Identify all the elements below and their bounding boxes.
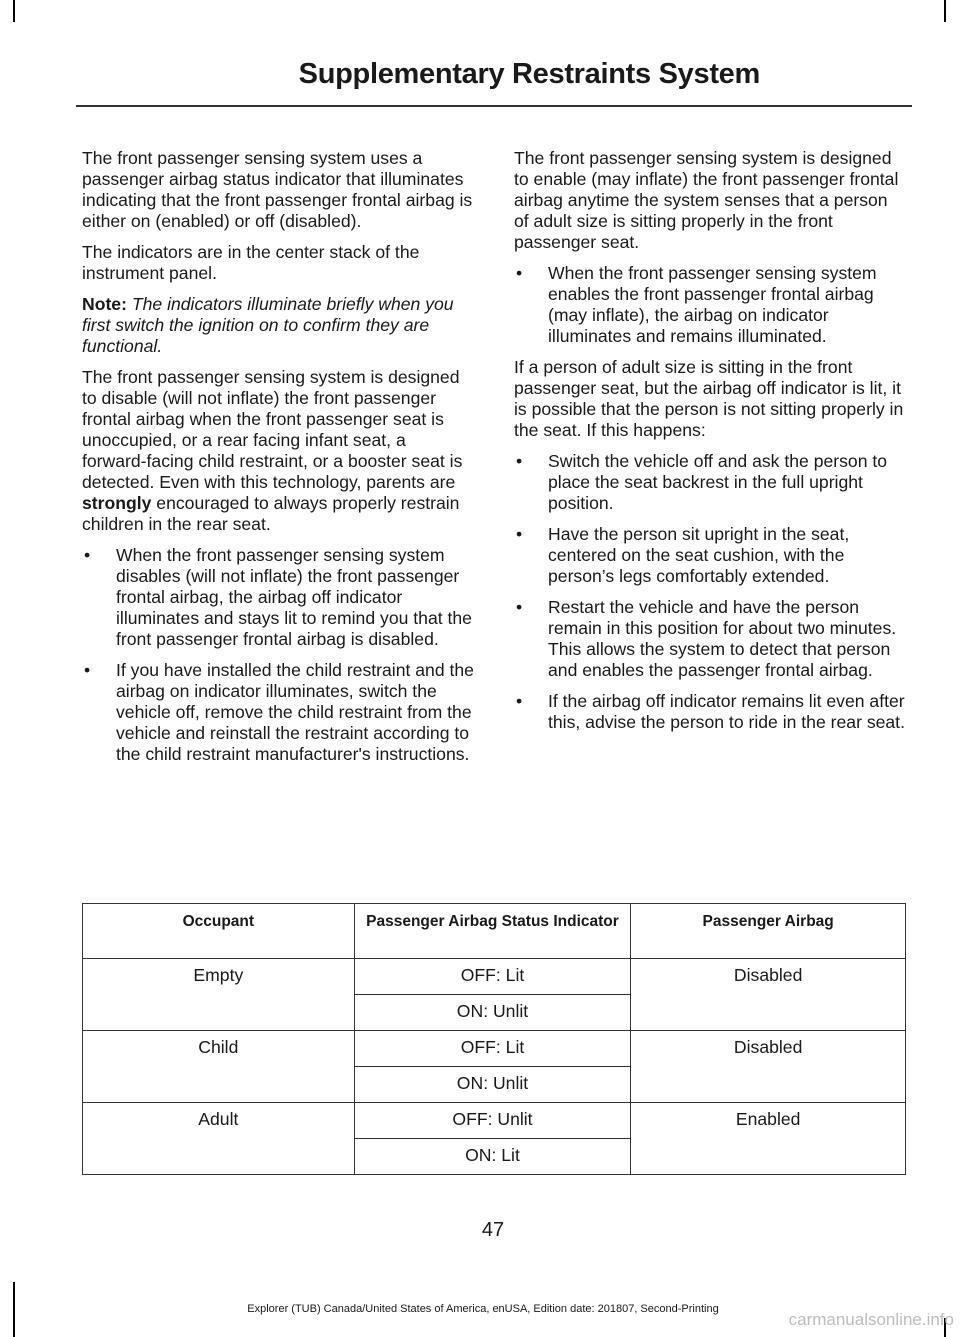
bullet-icon: • xyxy=(516,691,523,711)
indicator-cell: ON: Unlit xyxy=(354,1067,631,1103)
airbag-status-table xyxy=(82,903,906,1175)
note-text: The indicators illuminate briefly when you first switch the ignition on to confirm they are functional. xyxy=(82,294,454,356)
crop-mark-top-left xyxy=(13,0,15,22)
bullet-icon: • xyxy=(516,263,523,283)
list-item-text: If the airbag off indicator remains lit even after this, advise the person to ride in the rear seat. xyxy=(548,691,905,732)
airbag-cell: Enabled xyxy=(631,1103,906,1175)
occupant-cell: Adult xyxy=(83,1103,355,1175)
column-header-airbag: Passenger Airbag xyxy=(631,904,906,959)
page-number: 47 xyxy=(481,1219,505,1241)
list-item-text: When the front passenger sensing system disables (will not inflate) the front passenger frontal airbag, the airbag off indicator illuminates and stays lit to remind you that the front passenger frontal airbag is disabled. xyxy=(116,545,472,649)
paragraph: The front passenger sensing system uses a passenger airbag status indicator that illuminates indicating that the front passenger frontal airbag is either on (enabled) or off (disabled). xyxy=(82,148,473,231)
occupant-cell: Child xyxy=(83,1031,355,1103)
list-item xyxy=(82,545,474,650)
airbag-cell: Disabled xyxy=(631,1031,906,1103)
note-label: Note: xyxy=(82,294,127,314)
paragraph: If a person of adult size is sitting in the front passenger seat, but the airbag off indicator is lit, it is possible that the person is not sitting properly in the seat. If this happens: xyxy=(514,357,904,440)
watermark: carmanualsonline.info xyxy=(788,1310,954,1329)
list-item xyxy=(514,263,906,347)
column-header-indicator: Passenger Airbag Status Indicator xyxy=(354,904,631,959)
crop-mark-top-right xyxy=(944,0,946,22)
list-item-text: If you have installed the child restraint and the airbag on indicator illuminates, switch the vehicle off, remove the child restraint from the vehicle and reinstall the restraint according to the child restraint manufacturer's instructions. xyxy=(116,660,474,764)
note xyxy=(82,294,474,357)
indicator-cell: OFF: Lit xyxy=(354,959,631,995)
column-header-occupant: Occupant xyxy=(83,904,355,959)
emphasis: strongly xyxy=(82,493,152,513)
bullet-list xyxy=(514,263,906,347)
paragraph xyxy=(82,367,474,535)
page-title: Supplementary Restraints System xyxy=(298,58,760,90)
table-header-row xyxy=(83,904,906,959)
list-item xyxy=(514,597,906,681)
bullet-icon: • xyxy=(516,597,523,617)
paragraph: The front passenger sensing system is designed to enable (may inflate) the front passenger frontal airbag anytime the system senses that a person of adult size is sitting properly in the front passenger seat. xyxy=(514,148,899,252)
list-item xyxy=(514,524,906,587)
header-divider xyxy=(76,105,912,107)
paragraph-text: The front passenger sensing system is designed to disable (will not inflate) the front passenger frontal airbag when the front passenger seat is unoccupied, or a rear facing infant seat, a forward-facing child restraint, or a booster seat is detected. Even with this technology, parents are xyxy=(82,367,463,492)
bullet-icon: • xyxy=(84,660,91,680)
list-item xyxy=(514,691,906,733)
table-row xyxy=(83,959,906,995)
bullet-icon: • xyxy=(516,524,523,544)
list-item-text: When the front passenger sensing system enables the front passenger frontal airbag (may inflate), the airbag on indicator illuminates and remains illuminated. xyxy=(548,263,877,346)
list-item xyxy=(82,660,474,765)
list-item-text: Switch the vehicle off and ask the person to place the seat backrest in the full upright position. xyxy=(548,451,888,513)
list-item-text: Restart the vehicle and have the person remain in this position for about two minutes. This allows the system to detect that person and enables the passenger frontal airbag. xyxy=(548,597,897,680)
left-column xyxy=(82,148,474,775)
list-item xyxy=(514,451,906,514)
indicator-cell: ON: Lit xyxy=(354,1139,631,1175)
paragraph-text: encouraged to always properly restrain children in the rear seat. xyxy=(82,493,460,534)
right-column xyxy=(514,148,906,743)
bullet-list xyxy=(82,545,474,765)
indicator-cell: OFF: Lit xyxy=(354,1031,631,1067)
indicator-cell: OFF: Unlit xyxy=(354,1103,631,1139)
paragraph: The indicators are in the center stack of the instrument panel. xyxy=(82,242,420,283)
indicator-cell: ON: Unlit xyxy=(354,995,631,1031)
table-row xyxy=(83,1031,906,1067)
table-row xyxy=(83,1103,906,1139)
list-item-text: Have the person sit upright in the seat, centered on the seat cushion, with the person’s legs comfortably extended. xyxy=(548,524,850,586)
airbag-cell: Disabled xyxy=(631,959,906,1031)
bullet-list xyxy=(514,451,906,733)
bullet-icon: • xyxy=(84,545,91,565)
occupant-cell: Empty xyxy=(83,959,355,1031)
edition-footer: Explorer (TUB) Canada/United States of America, enUSA, Edition date: 201807, Second-Printing xyxy=(247,1303,719,1315)
bullet-icon: • xyxy=(516,451,523,471)
